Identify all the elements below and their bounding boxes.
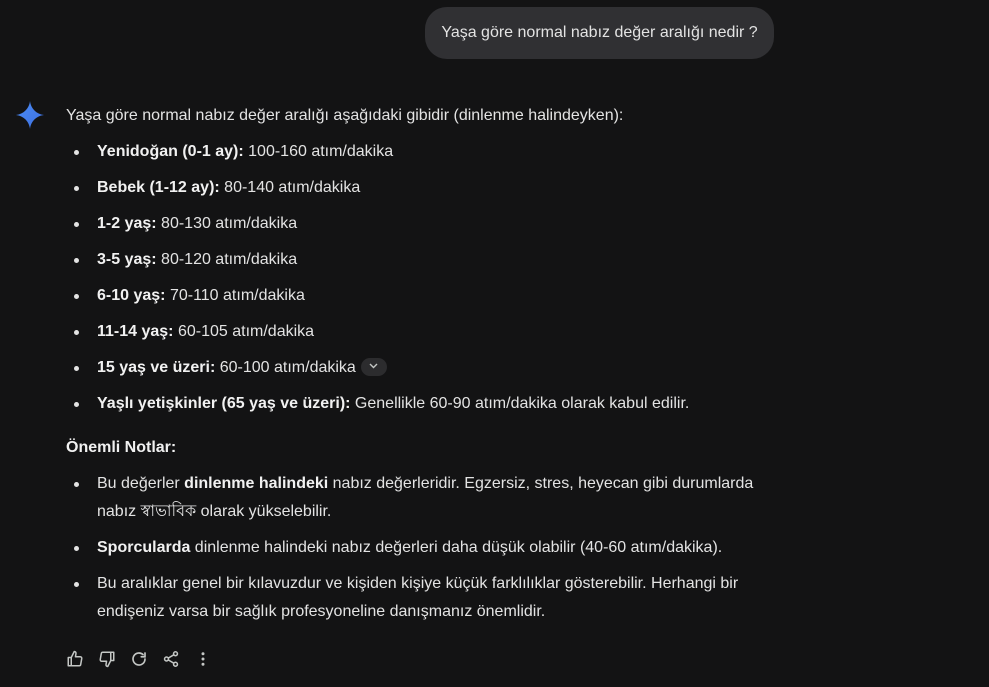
chevron-down-icon <box>369 363 378 369</box>
regenerate-button[interactable] <box>128 648 150 670</box>
thumbs-down-icon <box>98 650 116 668</box>
bullet <box>74 330 79 335</box>
range-label: Yenidoğan (0-1 ay): <box>97 143 244 160</box>
share-icon <box>162 650 180 668</box>
source-chip-button[interactable] <box>361 358 387 376</box>
note-bold: Sporcularda <box>97 539 191 556</box>
bullet <box>74 546 79 551</box>
thumbs-up-button[interactable] <box>64 648 86 670</box>
range-value: 80-140 atım/dakika <box>219 179 361 196</box>
range-value: 60-100 atım/dakika <box>215 359 356 376</box>
thumbs-down-button[interactable] <box>96 648 118 670</box>
thumbs-up-icon <box>66 650 84 668</box>
more-options-icon <box>194 650 212 668</box>
range-value: 70-110 atım/dakika <box>165 287 305 304</box>
bullet <box>74 294 79 299</box>
user-message-text: Yaşa göre normal nabız değer aralığı nedir ? <box>441 24 758 41</box>
range-value: 80-120 atım/dakika <box>156 251 298 268</box>
bullet <box>74 582 79 587</box>
bullet <box>74 402 79 407</box>
note-text: nabız স্বাভাবিক olarak yükselebilir. <box>97 503 332 520</box>
range-label: 11-14 yaş: <box>97 323 174 340</box>
bullet <box>74 366 79 371</box>
note-text: endişeniz varsa bir sağlık profesyoneline danışmanız önemlidir. <box>97 603 546 620</box>
note-text: Bu aralıklar genel bir kılavuzdur ve kişiden kişiye küçük farklılıklar gösterebilir. Herhangi bir <box>97 575 739 592</box>
note-text: dinlenme halindeki nabız değerleri daha düşük olabilir (40-60 atım/dakika). <box>190 539 723 556</box>
range-value: 100-160 atım/dakika <box>243 143 394 160</box>
bullet <box>74 482 79 487</box>
regenerate-icon <box>130 650 148 668</box>
range-value: 80-130 atım/dakika <box>156 215 298 232</box>
more-options-button[interactable] <box>192 648 214 670</box>
range-label: 1-2 yaş: <box>97 215 157 232</box>
notes-heading: Önemli Notlar: <box>66 439 177 456</box>
range-value: 60-105 atım/dakika <box>173 323 315 340</box>
bullet <box>74 222 79 227</box>
note-text: Bu değerler <box>97 475 185 492</box>
range-label: Bebek (1-12 ay): <box>97 179 220 196</box>
note-text: nabız değerleridir. Egzersiz, stres, heyecan gibi durumlarda <box>328 475 754 492</box>
range-label: 6-10 yaş: <box>97 287 166 304</box>
gemini-sparkle-icon <box>15 100 45 130</box>
response-intro: Yaşa göre normal nabız değer aralığı aşağıdaki gibidir (dinlenme halindeyken): <box>66 107 624 124</box>
share-button[interactable] <box>160 648 182 670</box>
range-label: 3-5 yaş: <box>97 251 157 268</box>
note-bold: dinlenme halindeki <box>184 475 329 492</box>
range-label: Yaşlı yetişkinler (65 yaş ve üzeri): <box>97 395 351 412</box>
bullet <box>74 186 79 191</box>
range-label: 15 yaş ve üzeri: <box>97 359 216 376</box>
user-message-bubble <box>425 7 774 59</box>
bullet <box>74 150 79 155</box>
range-value: Genellikle 60-90 atım/dakika olarak kabul edilir. <box>350 395 690 412</box>
bullet <box>74 258 79 263</box>
